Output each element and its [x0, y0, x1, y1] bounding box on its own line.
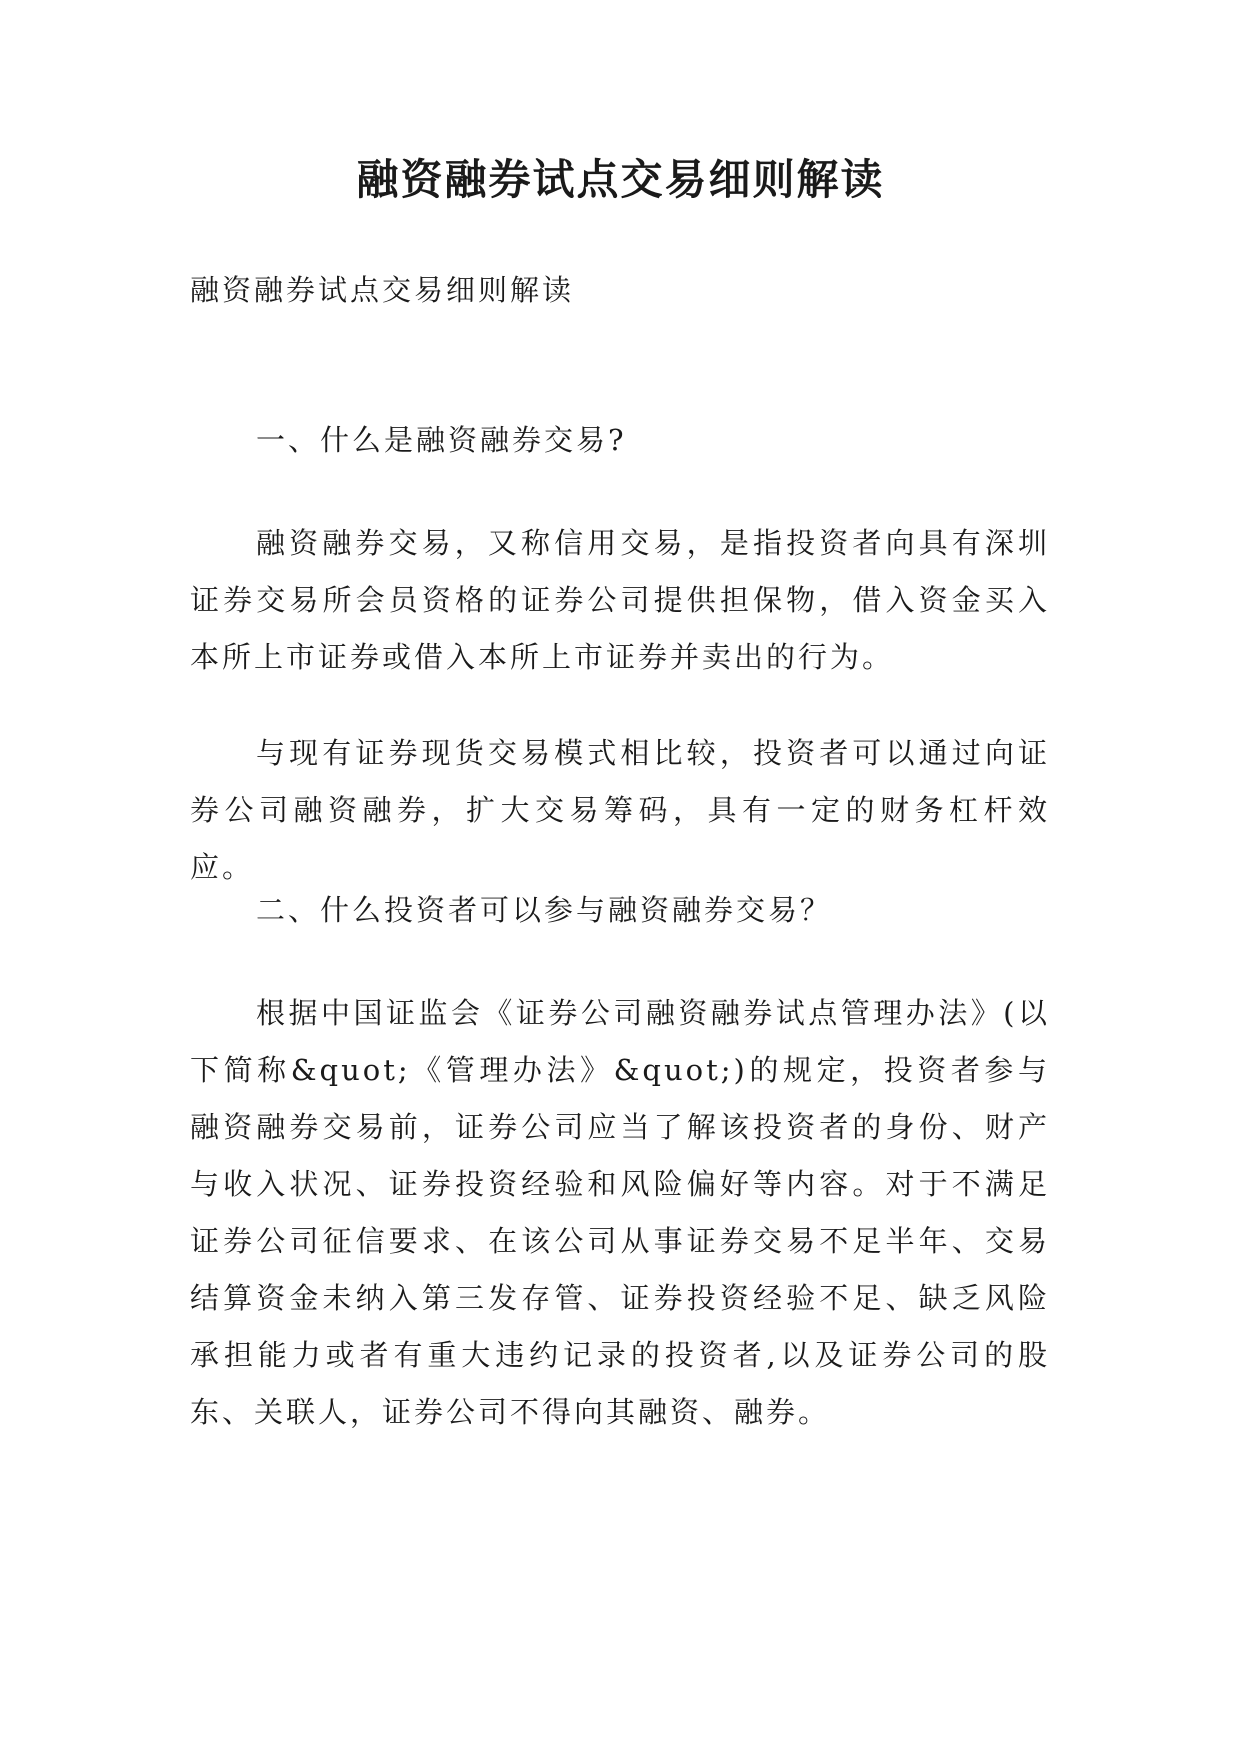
paragraph-comparison: 与现有证券现货交易模式相比较，投资者可以通过向证券公司融资融券，扩大交易筹码，具有一定的财务杠杆效应。 [190, 736, 1050, 884]
paragraph-definition: 融资融券交易，又称信用交易，是指投资者向具有深圳证券交易所会员资格的证券公司提供担保物，借入资金买入本所上市证券或借入本所上市证券并卖出的行为。 [190, 526, 1050, 674]
section-heading-1: 一、什么是融资融券交易? [256, 423, 627, 457]
section-heading-2: 二、什么投资者可以参与融资融券交易？ [256, 893, 833, 927]
document-subtitle: 融资融券试点交易细则解读 [190, 273, 575, 307]
document-title: 融资融券试点交易细则解读 [356, 155, 885, 204]
paragraph-eligibility: 根据中国证监会《证券公司融资融券试点管理办法》(以下简称&quot;《管理办法》&quot;)的规定，投资者参与融资融券交易前，证券公司应当了解该投资者的身份、财产与收入状况、证券投资经验和风险偏好等内容。对于不满足证券公司征信要求、在该公司从事证券交易不足半年、交易结算资金未纳入第三发存管、证券投资经验不足、缺乏风险承担能力或者有重大违约记录的投资者,以及证券公司的股东、关联人，证券公司不得向其融资、融券。 [190, 996, 1050, 1429]
